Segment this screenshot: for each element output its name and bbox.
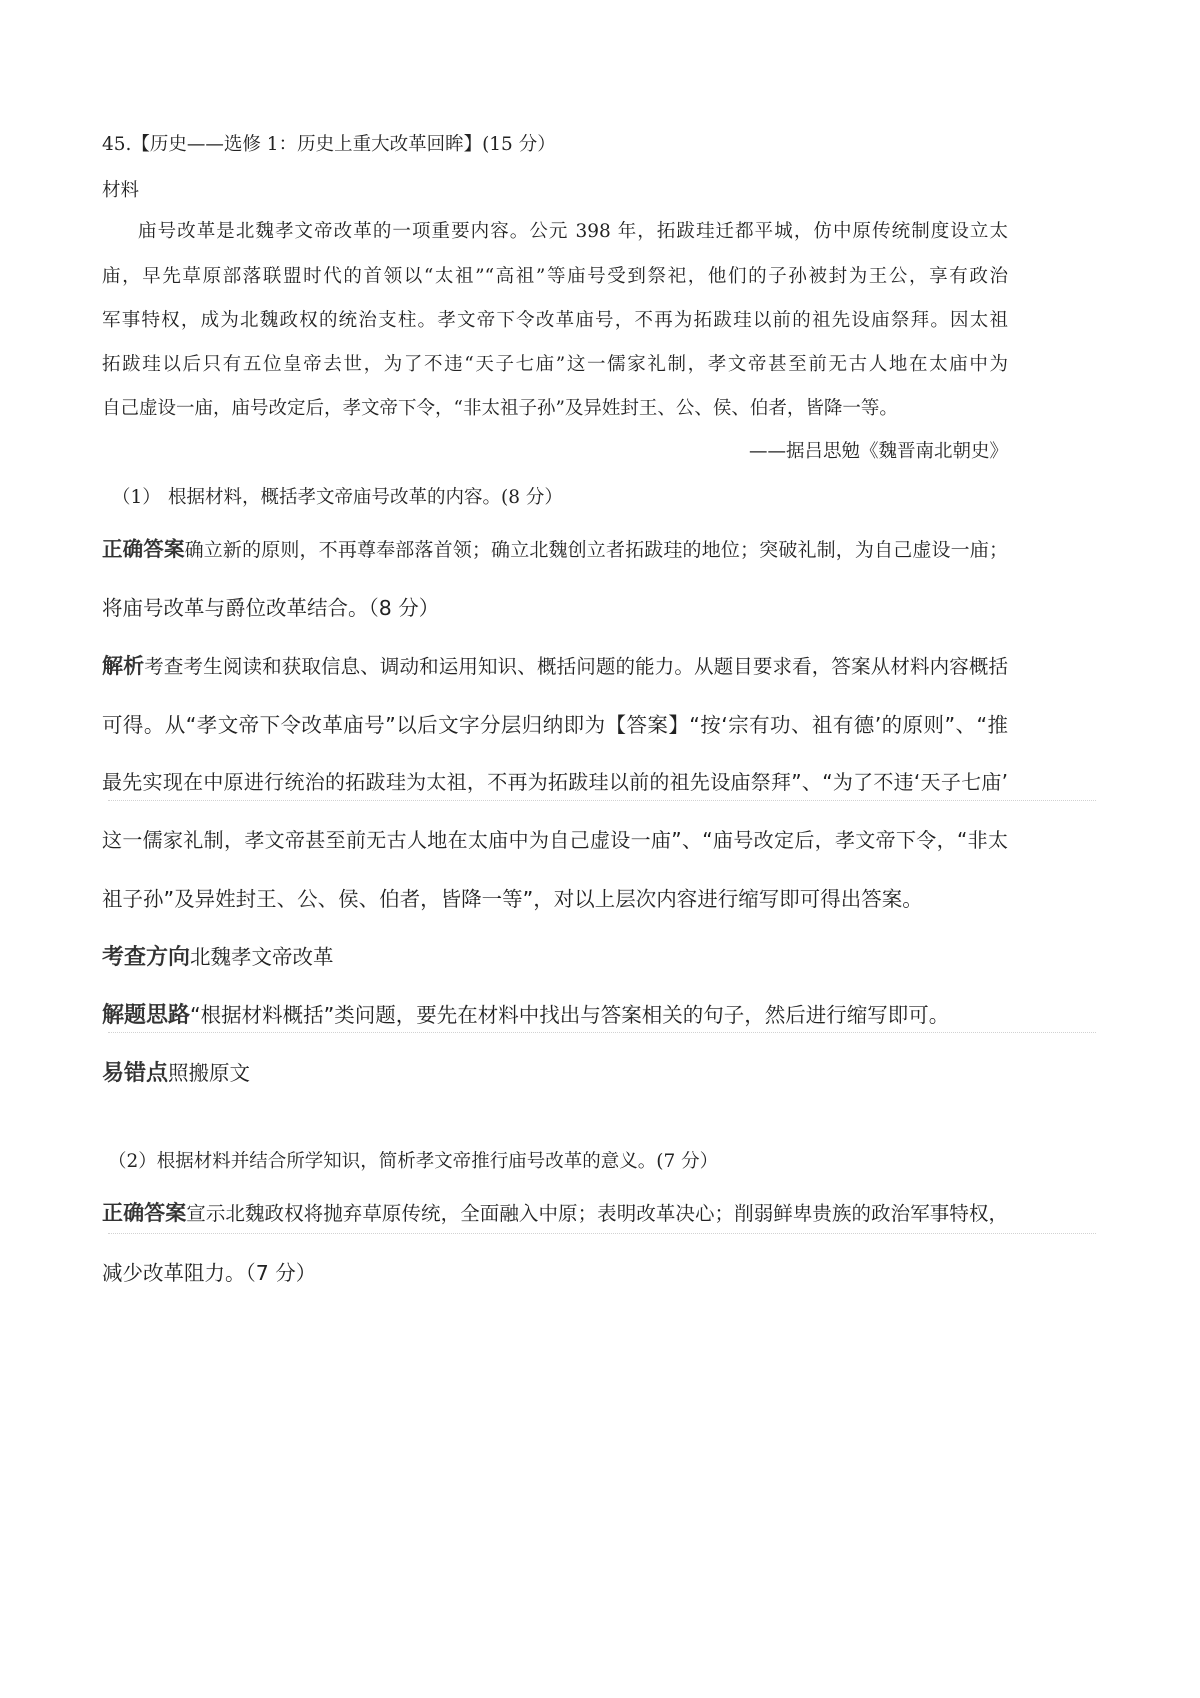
answer-label: 正确答案 xyxy=(102,537,185,561)
material-line: 军事特权，成为北魏政权的统治支柱。孝文帝下令改革庙号，不再为拓跋珪以前的祖先设庙祭拜。因太祖 xyxy=(102,310,1008,331)
approach-label: 解题思路 xyxy=(102,1003,191,1028)
analysis-line: 祖子孙”及异姓封王、公、侯、伯者，皆降一等”，对以上层次内容进行缩写即可得出答案。 xyxy=(102,887,923,911)
part2-answer-line xyxy=(102,1197,1008,1227)
part1-number: （1） xyxy=(112,487,161,508)
answer-text: 确立新的原则，不再尊奉部落首领；确立北魏创立者拓跋珪的地位；突破礼制，为自己虚设一庙； xyxy=(184,539,1008,561)
material-line: 庙，早先草原部落联盟时代的首领以“太祖”“高祖”等庙号受到祭祀，他们的子孙被封为王公，享有政治 xyxy=(102,266,1008,287)
answer-label: 正确答案 xyxy=(102,1201,187,1225)
part1-answer-line: 将庙号改革与爵位改革结合。（8 分） xyxy=(102,596,440,620)
pitfall-label: 易错点 xyxy=(102,1061,169,1086)
analysis-line: 这一儒家礼制，孝文帝甚至前无古人地在太庙中为自己虚设一庙”、“庙号改定后，孝文帝下令，“非太 xyxy=(102,828,1008,852)
divider xyxy=(108,800,1096,801)
pitfall-text: 照搬原文 xyxy=(168,1061,251,1085)
question-header: 45.【历史——选修 1：历史上重大改革回眸】(15 分） xyxy=(102,134,556,155)
approach-text: “根据材料概括”类问题，要先在材料中找出与答案相关的句子，然后进行缩写即可。 xyxy=(190,1003,950,1027)
part1-answer-line xyxy=(102,532,1008,562)
divider xyxy=(108,1032,1096,1033)
part1-prompt: 根据材料，概括孝文帝庙号改革的内容。(8 分） xyxy=(168,487,563,508)
analysis-text: 考查考生阅读和获取信息、调动和运用知识、概括问题的能力。从题目要求看，答案从材料内容概括 xyxy=(144,655,1009,678)
approach-line xyxy=(102,998,949,1029)
pitfall-line xyxy=(102,1056,250,1087)
direction-line xyxy=(102,940,334,971)
part2-prompt: （2）根据材料并结合所学知识，简析孝文帝推行庙号改革的意义。(7 分） xyxy=(108,1151,719,1172)
direction-label: 考查方向 xyxy=(102,945,191,970)
material-line: 拓跋珪以后只有五位皇帝去世，为了不违“天子七庙”这一儒家礼制，孝文帝甚至前无古人地在太庙中为 xyxy=(102,354,1008,375)
analysis-line: 最先实现在中原进行统治的拓跋珪为太祖，不再为拓跋珪以前的祖先设庙祭拜”、“为了不违‘天子七庙’ xyxy=(102,770,1008,794)
material-source: ——据吕思勉《魏晋南北朝史》 xyxy=(748,441,1008,462)
analysis-line: 可得。从“孝文帝下令改革庙号”以后文字分层归纳即为【答案】“按‘宗有功、祖有德’的原则”、“推 xyxy=(102,713,1008,737)
answer-text: 宣示北魏政权将抛弃草原传统，全面融入中原；表明改革决心；削弱鲜卑贵族的政治军事特权， xyxy=(186,1202,1008,1225)
analysis-label: 解析 xyxy=(102,654,145,678)
material-line: 庙号改革是北魏孝文帝改革的一项重要内容。公元 398 年，拓跋珪迁都平城，仿中原传统制度设立太 xyxy=(138,221,1008,242)
material-label: 材料 xyxy=(102,180,140,201)
direction-text: 北魏孝文帝改革 xyxy=(190,945,334,969)
material-line: 自己虚设一庙，庙号改定后，孝文帝下令，“非太祖子孙”及异姓封王、公、侯、伯者，皆降一等。 xyxy=(102,398,898,419)
divider xyxy=(108,1233,1096,1234)
analysis-line xyxy=(102,650,1008,680)
part2-answer-line: 减少改革阻力。（7 分） xyxy=(102,1261,317,1285)
